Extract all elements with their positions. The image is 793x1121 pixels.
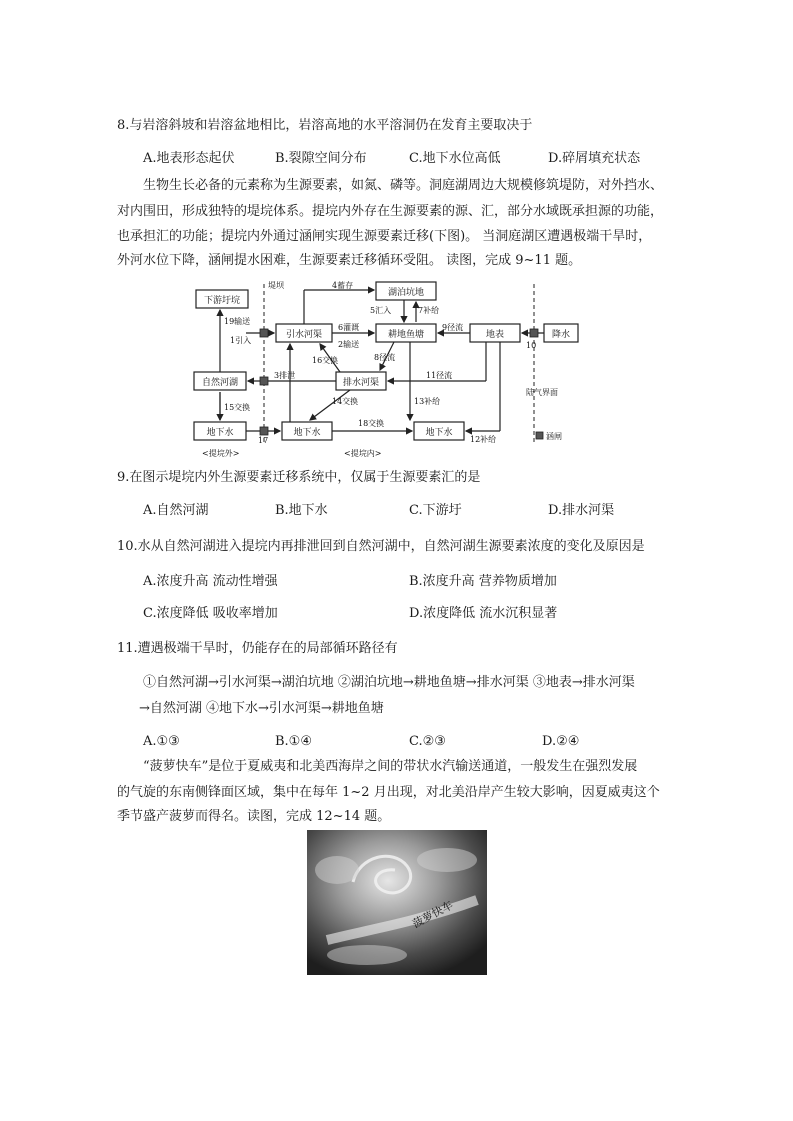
q9-option-b: B.地下水 [275, 503, 328, 518]
edge-label: 2输送 [338, 340, 360, 349]
box-label: 地下水 [425, 428, 453, 438]
box-label: 湖泊坑地 [387, 288, 425, 298]
label-inside: <提垸内> [344, 449, 382, 458]
edge-label: 1引入 [230, 336, 252, 345]
nutrient-migration-diagram [190, 280, 580, 460]
box-label: 地下水 [206, 428, 234, 438]
q10-stem: 10.水从自然河湖进入提垸内再排泄回到自然河湖中，自然河湖生源要素浓度的变化及原因是 [117, 539, 645, 554]
q8-option-d: D.碎屑填充状态 [548, 151, 641, 166]
q11-option-d: D.②④ [542, 734, 580, 749]
edge-label: 7补给 [418, 306, 440, 315]
passage2-line: 的气旋的东南侧锋面区域，集中在每年 1~2 月出现，对北美沿岸产生较大影响，因夏威夷这个 [117, 785, 660, 800]
box-label: 降水 [551, 330, 571, 340]
edge-label: 14交换 [332, 397, 359, 406]
edge-label: 17 [258, 436, 269, 445]
box-label: 下游圩垸 [203, 296, 241, 306]
q11-paths-line: ①自然河湖→引水河渠→湖泊坑地 ②湖泊坑地→耕地鱼塘→排水河渠 ③地表→排水河渠 [143, 675, 635, 690]
passage1-line: 对内围田，形成独特的堤垸体系。提垸内外存在生源要素的源、汇，部分水域既承担源的功能， [117, 204, 664, 219]
satellite-image [307, 830, 487, 975]
edge-label: 19输送 [224, 317, 251, 326]
photo-label: 菠萝快车 [410, 898, 456, 931]
edge-label: 18交换 [358, 419, 385, 428]
edge-label: 13补给 [414, 397, 441, 406]
edge-label: 11径流 [426, 371, 453, 380]
passage1-line: 外河水位下降，涵闸提水困难，生源要素迁移循环受阻。 读图，完成 9~11 题。 [117, 253, 582, 268]
passage2-line: 季节盛产菠萝而得名。读图，完成 12~14 题。 [117, 809, 391, 824]
q11-stem: 11.遭遇极端干旱时，仍能存在的局部循环路径有 [117, 641, 398, 656]
edge-label: 5汇入 [370, 306, 392, 315]
box-label: 耕地鱼塘 [387, 330, 425, 340]
passage1-line: 生物生长必备的元素称为生源要素，如氮、磷等。洞庭湖周边大规模修筑堤防，对外挡水、 [143, 178, 664, 193]
label-outside: <提垸外> [202, 449, 240, 458]
box-label: 地下水 [293, 428, 321, 438]
edge-label: 6灌溉 [338, 323, 360, 332]
q11-option-b: B.①④ [275, 734, 312, 749]
q8-option-c: C.地下水位高低 [409, 151, 501, 166]
box-label: 引水河渠 [285, 330, 323, 340]
edge-label: 16交换 [312, 356, 339, 365]
box-label: 地表 [485, 330, 505, 340]
q8-stem: 8.与岩溶斜坡和岩溶盆地相比，岩溶高地的水平溶洞仍在发育主要取决于 [117, 118, 533, 133]
edge-label: 9径流 [442, 323, 464, 332]
q9-option-d: D.排水河渠 [548, 503, 615, 518]
q9-option-a: A.自然河湖 [143, 503, 209, 518]
q9-option-c: C.下游圩 [409, 503, 462, 518]
label-diba: 堤坝 [268, 281, 284, 290]
edge-label: 4蓄存 [332, 281, 354, 290]
edge-label: 10 [526, 341, 537, 350]
edge-label: 12补给 [470, 435, 497, 444]
q10-option-b: B.浓度升高 营养物质增加 [409, 574, 557, 589]
label-luqi: 陆气界面 [526, 388, 558, 397]
q10-option-c: C.浓度降低 吸收率增加 [143, 606, 278, 621]
q9-stem: 9.在图示堤垸内外生源要素迁移系统中，仅属于生源要素汇的是 [117, 470, 481, 485]
edge-label: 8径流 [374, 353, 396, 362]
q10-option-a: A.浓度升高 流动性增强 [143, 574, 278, 589]
passage1-line: 也承担汇的功能；提垸内外通过涵闸实现生源要素迁移(下图)。 当洞庭湖区遭遇极端干旱时， [117, 229, 652, 244]
q10-option-d: D.浓度降低 流水沉积显著 [409, 606, 558, 621]
passage2-line: “菠萝快车”是位于夏威夷和北美西海岸之间的带状水汽输送通道，一般发生在强烈发展 [143, 759, 638, 774]
edge-label: 3排泄 [274, 371, 296, 380]
q8-option-b: B.裂隙空间分布 [275, 151, 367, 166]
q8-option-a: A.地表形态起伏 [143, 151, 235, 166]
q11-paths-line: →自然河湖 ④地下水→引水河渠→耕地鱼塘 [139, 701, 384, 716]
legend-label: 涵闸 [546, 432, 562, 441]
box-label: 排水河渠 [342, 378, 380, 388]
q11-option-a: A.①③ [143, 734, 180, 749]
box-label: 自然河湖 [201, 378, 239, 388]
edge-label: 15交换 [224, 403, 251, 412]
q11-option-c: C.②③ [409, 734, 446, 749]
